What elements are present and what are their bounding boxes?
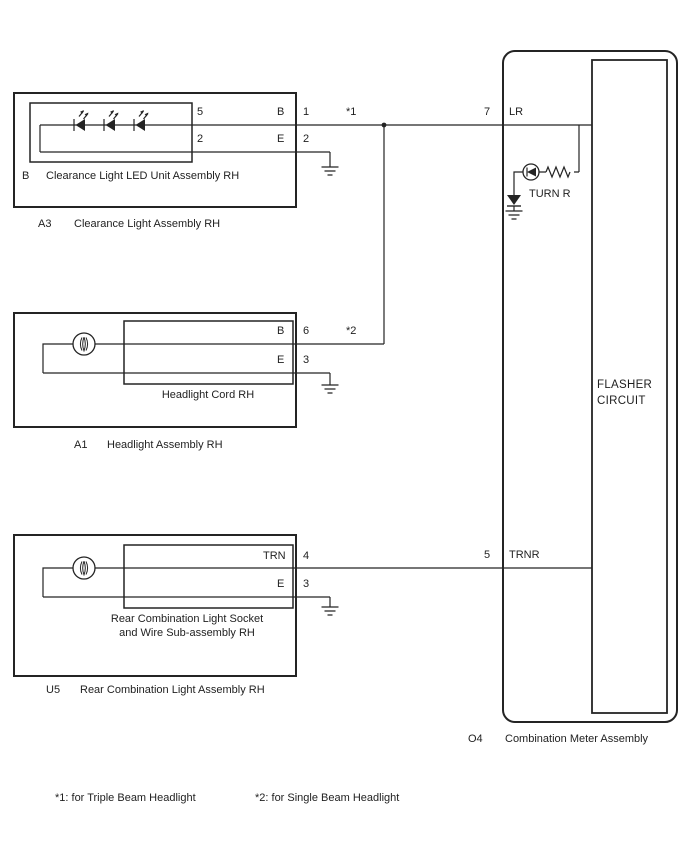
pin-label: E [277, 133, 285, 145]
pin-label: E [277, 578, 285, 590]
component-code: O4 [468, 733, 483, 745]
pin-label: 5 [197, 106, 204, 118]
indicator-label: TURN R [529, 188, 571, 200]
footnote: *1: for Triple Beam Headlight [55, 792, 196, 804]
component-code: A1 [74, 439, 88, 451]
pin-label: E [277, 354, 285, 366]
pin-number: 7 [484, 106, 491, 118]
unit-name: Clearance Light LED Unit Assembly RH [46, 170, 240, 182]
ground-icon [506, 211, 523, 219]
pin-label: LR [509, 106, 524, 118]
footnote: *2: for Single Beam Headlight [255, 792, 400, 804]
ground-icon [322, 167, 339, 175]
wire-indicator-branch [539, 125, 579, 172]
footnote-marker: *1 [346, 106, 357, 118]
unit-name: Headlight Cord RH [161, 389, 255, 401]
pin-number: 2 [303, 133, 310, 145]
rear-assembly-box [14, 535, 296, 676]
led-icon [74, 110, 89, 131]
diode-icon [507, 195, 521, 206]
unit-prefix: B [22, 170, 30, 182]
bulb-icon [73, 333, 95, 355]
pin-number: 5 [484, 549, 491, 561]
component-name: Clearance Light Assembly RH [74, 218, 221, 230]
pin-number: 3 [303, 354, 310, 366]
resistor-icon [546, 167, 570, 177]
pin-label: TRN [263, 550, 286, 562]
pin-label: 2 [197, 133, 204, 145]
pin-label: TRNR [509, 549, 540, 561]
pin-label: B [277, 106, 285, 118]
component-code: U5 [46, 684, 61, 696]
pin-label: B [277, 325, 285, 337]
pin-number: 4 [303, 550, 310, 562]
unit-name: Rear Combination Light Socket [110, 613, 264, 625]
footnote-marker: *2 [346, 325, 357, 337]
component-name: Rear Combination Light Assembly RH [80, 684, 265, 696]
led-icon [104, 110, 119, 131]
ground-icon [322, 385, 339, 393]
flasher-circuit-label: FLASHER [597, 379, 653, 391]
component-code: A3 [38, 218, 52, 230]
pin-number: 1 [303, 106, 310, 118]
turn-indicator-icon [523, 164, 539, 180]
flasher-circuit-label: CIRCUIT [597, 395, 646, 407]
pin-number: 3 [303, 578, 310, 590]
component-name: Headlight Assembly RH [107, 439, 223, 451]
junction-dot [382, 123, 387, 128]
clearance-assembly-box [14, 93, 296, 207]
component-name: Combination Meter Assembly [505, 733, 649, 745]
ground-icon [322, 607, 339, 615]
wire-clearance-ground [40, 125, 330, 167]
bulb-icon [73, 557, 95, 579]
wire-indicator-ground [514, 172, 523, 211]
led-icon [134, 110, 149, 131]
pin-number: 6 [303, 325, 310, 337]
unit-name: and Wire Sub-assembly RH [119, 627, 255, 639]
headlight-cord-box [124, 321, 293, 384]
headlight-assembly-box [14, 313, 296, 427]
